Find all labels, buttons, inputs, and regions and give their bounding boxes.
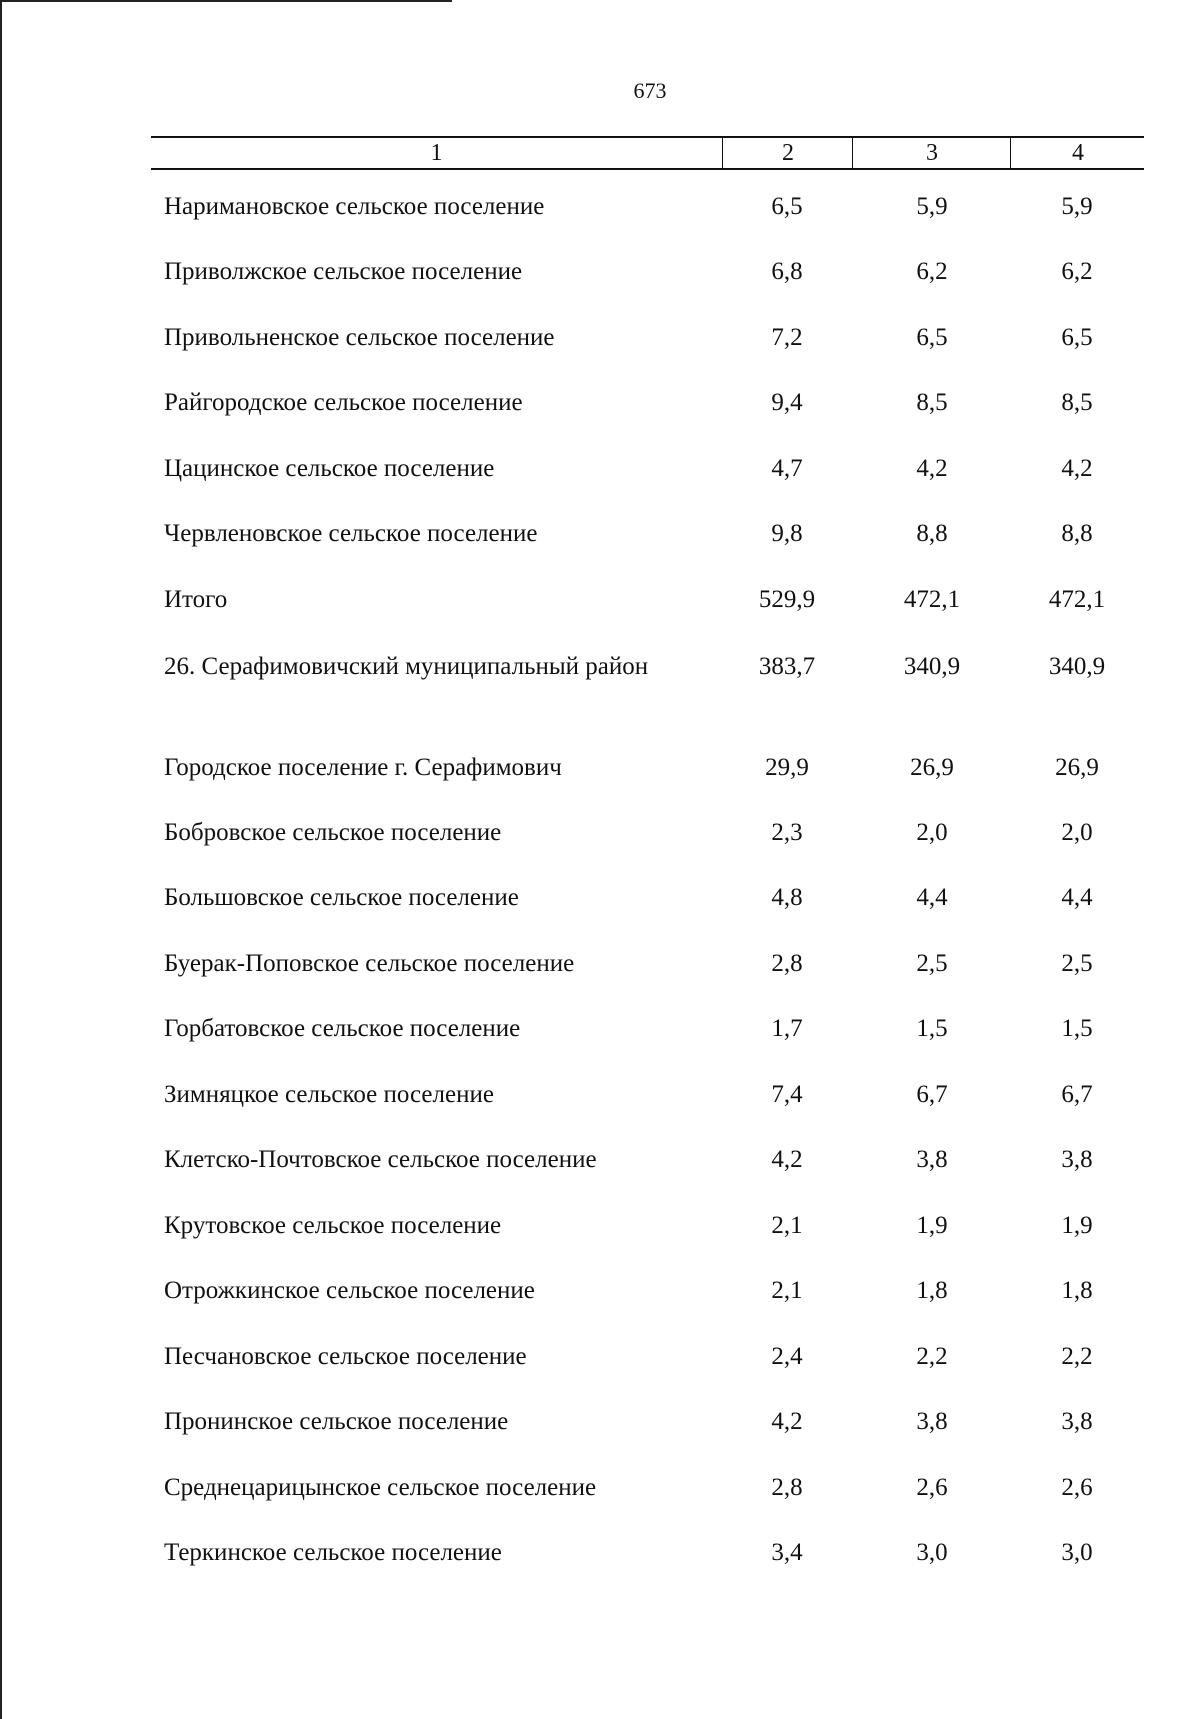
row-value-col-2: 29,9	[765, 754, 809, 781]
row-value-col-3: 6,5	[916, 324, 948, 351]
row-value-col-2: 4,2	[771, 1408, 803, 1435]
row-value-col-4: 1,9	[1061, 1212, 1093, 1239]
row-value-col-4: 5,9	[1061, 193, 1093, 220]
row-value-col-3: 3,0	[916, 1539, 948, 1566]
row-name: Привольненское сельское поселение	[164, 324, 555, 351]
row-value-col-2: 2,1	[771, 1277, 803, 1304]
row-name: Крутовское сельское поселение	[164, 1212, 502, 1239]
header-col-1: 1	[430, 140, 443, 166]
header-col-3: 3	[852, 138, 1011, 168]
row-value-col-2: 6,5	[771, 193, 803, 220]
row-value-col-4: 2,6	[1061, 1474, 1093, 1501]
row-name: Буерак-Поповское сельское поселение	[164, 950, 575, 977]
row-value-col-4: 6,7	[1061, 1081, 1093, 1108]
row-value-col-4: 4,4	[1061, 884, 1093, 911]
row-name: Горбатовское сельское поселение	[164, 1015, 521, 1042]
row-value-col-3: 2,2	[916, 1343, 948, 1370]
row-name: Райгородское сельское поселение	[164, 389, 523, 416]
row-name: Наримановское сельское поселение	[164, 193, 545, 220]
row-value-col-3: 26,9	[910, 754, 954, 781]
row-value-col-4: 4,2	[1061, 455, 1093, 482]
row-name: Отрожкинское сельское поселение	[164, 1277, 535, 1304]
row-value-col-4: 2,2	[1061, 1343, 1093, 1370]
row-value-col-3: 1,5	[916, 1015, 948, 1042]
row-name: 26. Серафимовичский муниципальный район	[164, 653, 649, 680]
row-value-col-4: 3,8	[1061, 1146, 1093, 1173]
row-value-col-3: 340,9	[903, 653, 961, 680]
row-value-col-2: 4,7	[771, 455, 803, 482]
row-value-col-2: 4,2	[771, 1146, 803, 1173]
row-value-col-3: 472,1	[903, 586, 961, 613]
row-value-col-4: 6,2	[1061, 258, 1093, 285]
row-name: Большовское сельское поселение	[164, 884, 519, 911]
row-name: Городское поселение г. Серафимович	[164, 754, 562, 781]
row-value-col-3: 6,2	[916, 258, 948, 285]
row-name: Бобровское сельское поселение	[164, 819, 502, 846]
row-value-col-3: 6,7	[916, 1081, 948, 1108]
row-name: Зимняцкое сельское поселение	[164, 1081, 494, 1108]
row-value-col-4: 2,0	[1061, 819, 1093, 846]
row-value-col-3: 1,9	[916, 1212, 948, 1239]
row-name: Клетско-Почтовское сельское поселение	[164, 1146, 597, 1173]
row-name: Среднецарицынское сельское поселение	[164, 1474, 597, 1501]
row-value-col-4: 340,9	[1048, 653, 1106, 680]
row-value-col-4: 3,0	[1061, 1539, 1093, 1566]
row-value-col-2: 7,2	[771, 324, 803, 351]
row-name: Песчановское сельское поселение	[164, 1343, 527, 1370]
row-value-col-4: 1,8	[1061, 1277, 1093, 1304]
header-col-4: 4	[1010, 138, 1145, 168]
row-value-col-3: 1,8	[916, 1277, 948, 1304]
row-value-col-2: 2,8	[771, 950, 803, 977]
row-value-col-2: 2,4	[771, 1343, 803, 1370]
row-value-col-3: 2,6	[916, 1474, 948, 1501]
row-value-col-3: 2,0	[916, 819, 948, 846]
row-value-col-2: 383,7	[758, 653, 816, 680]
row-value-col-2: 2,1	[771, 1212, 803, 1239]
row-value-col-3: 3,8	[916, 1408, 948, 1435]
row-value-col-4: 26,9	[1055, 754, 1099, 781]
row-name: Цацинское сельское поселение	[164, 455, 495, 482]
row-value-col-3: 4,2	[916, 455, 948, 482]
row-value-col-3: 8,8	[916, 520, 948, 547]
row-name: Пронинское сельское поселение	[164, 1408, 509, 1435]
row-value-col-4: 1,5	[1061, 1015, 1093, 1042]
row-value-col-2: 7,4	[771, 1081, 803, 1108]
row-value-col-4: 6,5	[1061, 324, 1093, 351]
header-col-2: 2	[722, 138, 853, 168]
row-value-col-2: 6,8	[771, 258, 803, 285]
row-value-col-3: 2,5	[916, 950, 948, 977]
row-value-col-2: 9,8	[771, 520, 803, 547]
row-value-col-2: 3,4	[771, 1539, 803, 1566]
row-value-col-3: 4,4	[916, 884, 948, 911]
row-name: Теркинское сельское поселение	[164, 1539, 502, 1566]
row-value-col-2: 529,9	[758, 586, 816, 613]
page-number: 673	[633, 78, 667, 103]
row-value-col-4: 2,5	[1061, 950, 1093, 977]
row-value-col-3: 8,5	[916, 389, 948, 416]
row-value-col-2: 9,4	[771, 389, 803, 416]
row-value-col-3: 5,9	[916, 193, 948, 220]
row-value-col-4: 3,8	[1061, 1408, 1093, 1435]
row-value-col-2: 1,7	[771, 1015, 803, 1042]
row-value-col-2: 2,8	[771, 1474, 803, 1501]
row-name: Итого	[164, 586, 228, 613]
row-value-col-4: 472,1	[1048, 586, 1106, 613]
row-value-col-2: 4,8	[771, 884, 803, 911]
row-value-col-4: 8,5	[1061, 389, 1093, 416]
row-name: Червленовское сельское поселение	[164, 520, 538, 547]
row-value-col-4: 8,8	[1061, 520, 1093, 547]
row-value-col-2: 2,3	[771, 819, 803, 846]
row-name: Приволжское сельское поселение	[164, 258, 523, 285]
row-value-col-3: 3,8	[916, 1146, 948, 1173]
